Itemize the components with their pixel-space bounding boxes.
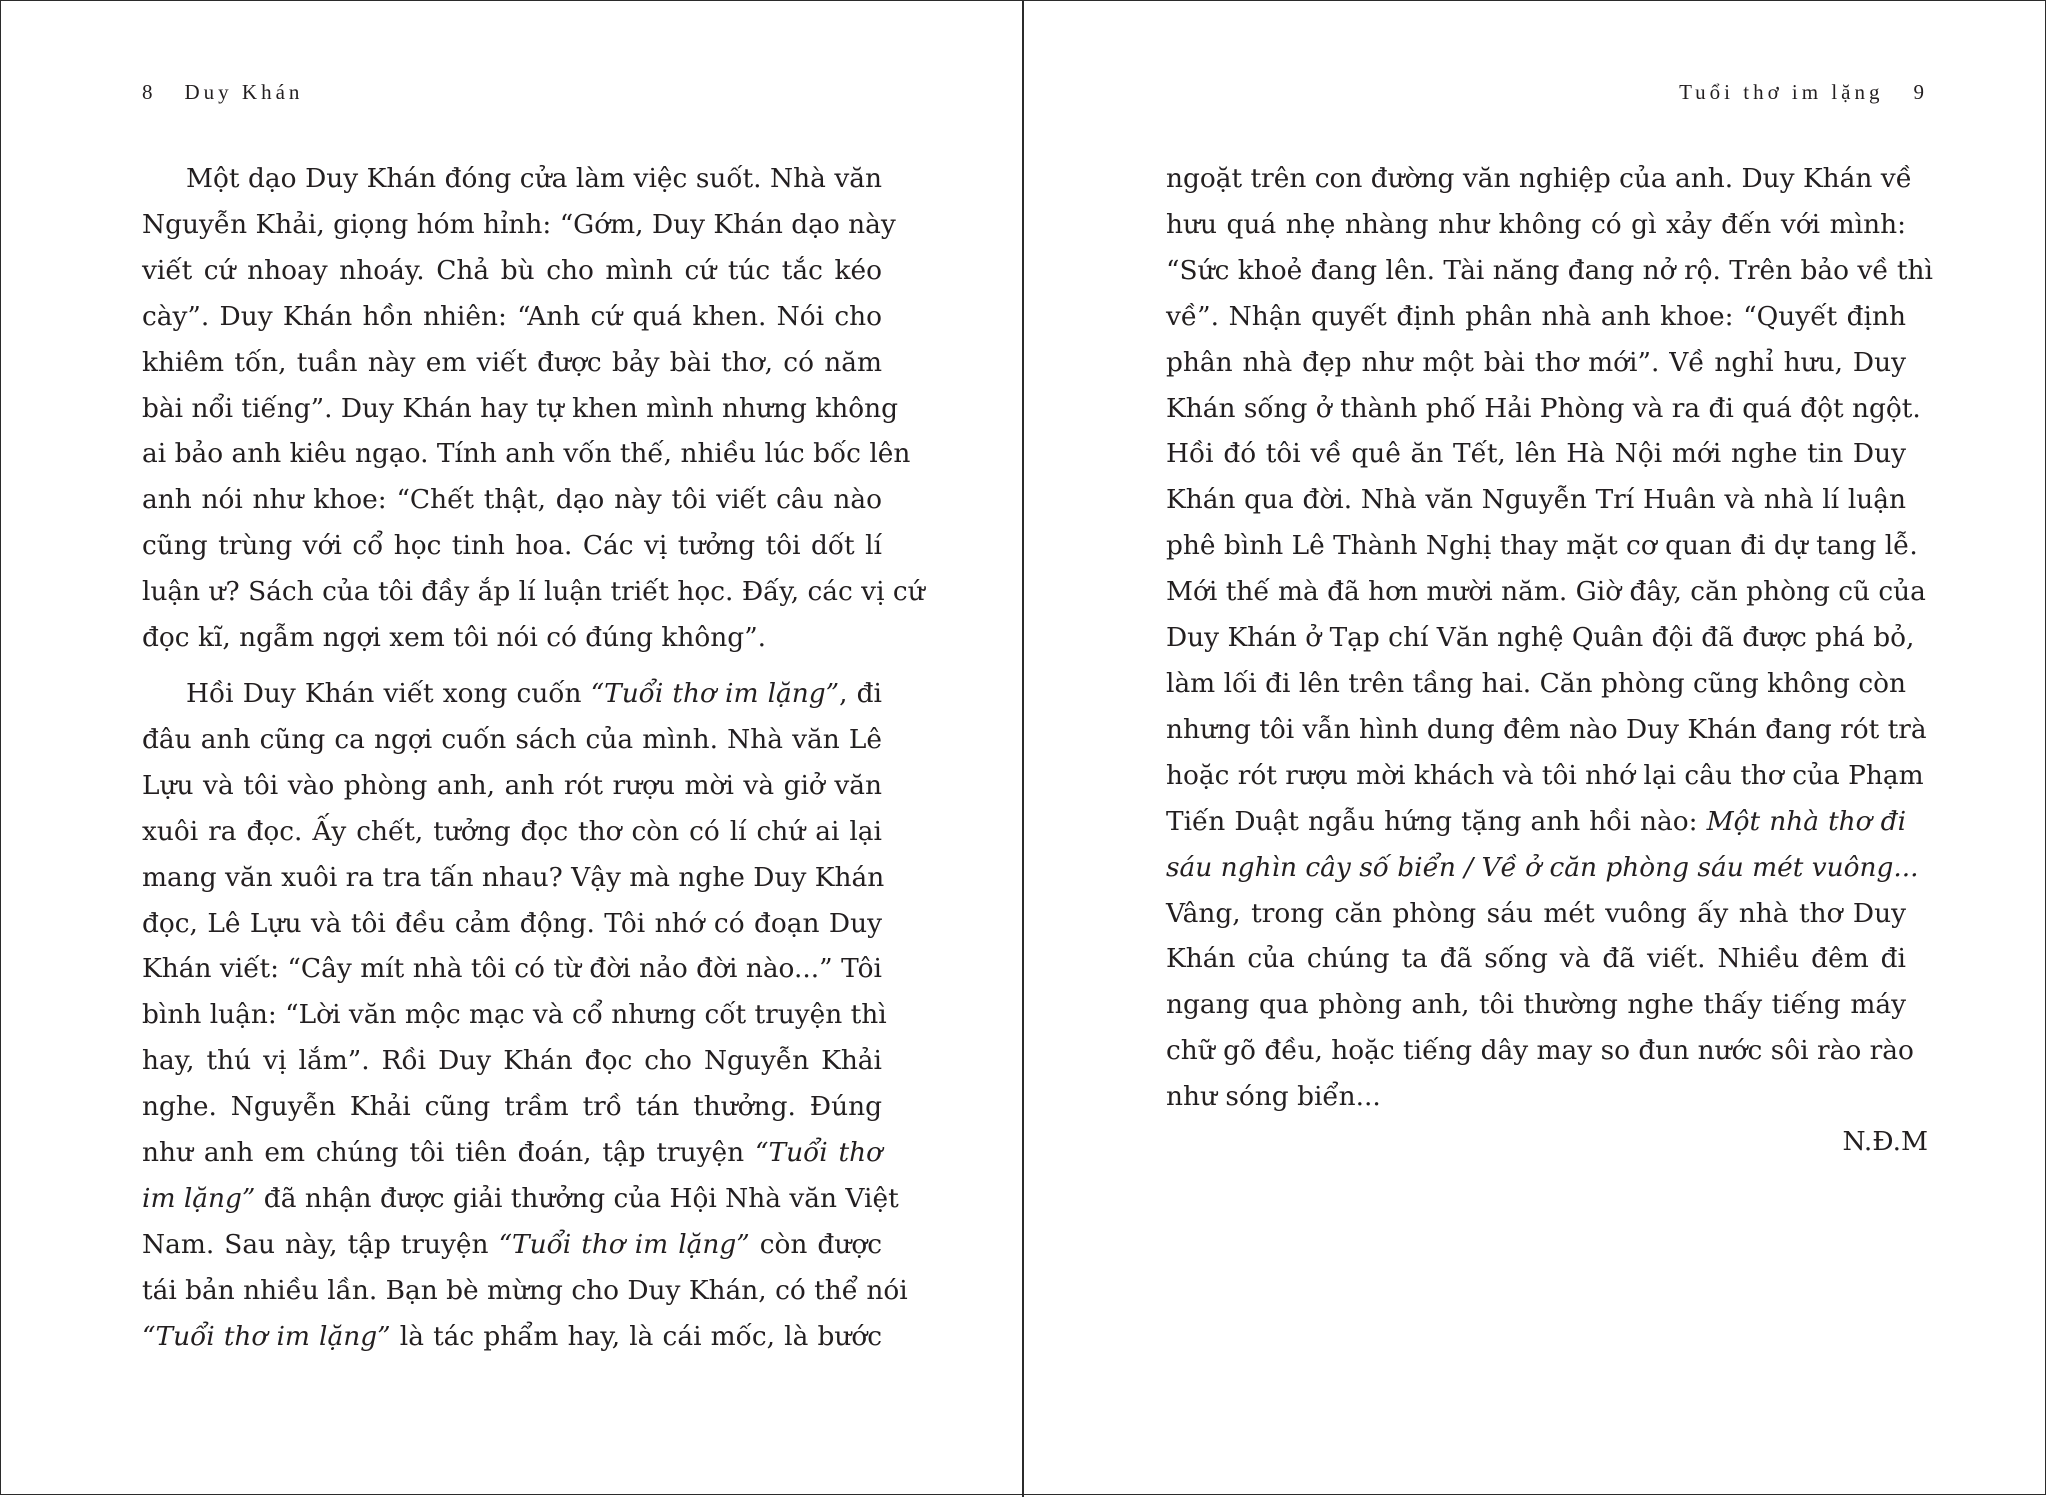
line-text: còn được — [749, 1228, 882, 1260]
paragraph-gap — [142, 661, 882, 671]
line-text: Hồi Duy Khán viết xong cuốn — [186, 677, 591, 709]
italic-title: “Tuổi thơ im lặng” — [142, 1320, 391, 1352]
line-text: như anh em chúng tôi tiên đoán, tập truyện — [142, 1137, 755, 1169]
line-text: đọc kĩ, ngẫm ngợi xem tôi nói có đúng không”. — [142, 622, 767, 654]
line-text: chữ gõ đều, hoặc tiếng dây may so đun nước sôi rào rào — [1166, 1035, 1914, 1067]
text-line — [1166, 661, 1906, 707]
italic-title: “Tuổi thơ im lặng” — [498, 1228, 750, 1260]
line-text: hưu quá nhẹ nhàng như không có gì xảy đến với mình: — [1166, 208, 1906, 240]
text-line — [142, 1176, 899, 1222]
line-text: Vâng, trong căn phòng sáu mét vuông ấy nhà thơ Duy — [1166, 897, 1906, 929]
page-number: 8 — [142, 80, 157, 104]
line-text: đọc, Lê Lựu và tôi đều cảm động. Tôi nhớ có đoạn Duy — [142, 907, 882, 939]
line-text: Duy Khán ở Tạp chí Văn nghệ Quân đội đã được phá bỏ, — [1166, 622, 1915, 654]
left-page — [0, 0, 1022, 1497]
text-line — [142, 946, 882, 992]
line-text: Khán viết: “Cây mít nhà tôi có từ đời nảo đời nào...” Tôi — [142, 953, 882, 985]
text-line — [142, 340, 882, 386]
line-text: Lựu và tôi vào phòng anh, anh rót rượu mời và giở văn — [142, 769, 882, 801]
body-text-left — [142, 156, 925, 1360]
italic-title: “Tuổi thơ im lặng” — [590, 677, 840, 709]
line-text: làm lối đi lên trên tầng hai. Căn phòng cũng không còn — [1166, 667, 1906, 699]
text-line — [142, 615, 882, 661]
italic-title: sáu nghìn cây số biển / Về ở căn phòng sáu mét vuông... — [1166, 851, 1919, 883]
line-text: phân nhà đẹp như một bài thơ mới”. Về nghỉ hưu, Duy — [1166, 346, 1906, 378]
text-line — [142, 202, 896, 248]
text-line — [142, 523, 882, 569]
text-line — [1166, 891, 1906, 937]
right-page — [1024, 0, 2046, 1497]
page-number: 9 — [1913, 80, 1928, 104]
body-text-right — [1166, 156, 1933, 1120]
text-line — [1166, 156, 1912, 202]
line-text: bài nổi tiếng”. Duy Khán hay tự khen mình nhưng không — [142, 392, 899, 424]
text-line — [1166, 386, 1921, 432]
text-line — [1166, 294, 1906, 340]
text-line — [1166, 799, 1906, 845]
line-text: nhưng tôi vẫn hình dung đêm nào Duy Khán đang rót trà — [1166, 713, 1927, 745]
text-line — [142, 477, 882, 523]
line-text: như sóng biển... — [1166, 1081, 1381, 1113]
author-signature: N.Đ.M — [1842, 1126, 1928, 1157]
running-head-title: Tuổi thơ im lặng — [1679, 80, 1884, 104]
line-text: nghe. Nguyễn Khải cũng trầm trồ tán thưởng. Đúng — [142, 1091, 882, 1123]
text-line — [1166, 477, 1906, 523]
text-line — [142, 1268, 908, 1314]
line-text: ai bảo anh kiêu ngạo. Tính anh vốn thế, nhiều lúc bốc lên — [142, 438, 911, 470]
text-line — [142, 763, 882, 809]
line-text: anh nói như khoe: “Chết thật, dạo này tôi viết câu nào — [142, 484, 882, 516]
line-text: hay, thú vị lắm”. Rồi Duy Khán đọc cho Nguyễn Khải — [142, 1045, 882, 1077]
line-text: ngang qua phòng anh, tôi thường nghe thấy tiếng máy — [1166, 989, 1906, 1021]
text-line — [1166, 845, 1919, 891]
line-text: là tác phẩm hay, là cái mốc, là bước — [390, 1320, 883, 1352]
italic-title: Một nhà thơ đi — [1706, 805, 1907, 837]
text-line — [142, 809, 882, 855]
text-line — [142, 1222, 882, 1268]
text-line — [1166, 707, 1927, 753]
running-head-title: Duy Khán — [184, 80, 304, 104]
text-line — [1166, 523, 1918, 569]
line-text: về”. Nhận quyết định phân nhà anh khoe: “Quyết định — [1166, 300, 1906, 332]
line-text: , đi — [839, 677, 882, 709]
text-line — [142, 1130, 882, 1176]
line-text: Khán sống ở thành phố Hải Phòng và ra đi quá đột ngột. — [1166, 392, 1921, 424]
text-line — [142, 1038, 882, 1084]
line-text: Hồi đó tôi về quê ăn Tết, lên Hà Nội mới nghe tin Duy — [1166, 438, 1906, 470]
running-head-right — [1679, 80, 1928, 105]
line-text: Nam. Sau này, tập truyện — [142, 1228, 499, 1260]
line-text: bình luận: “Lời văn mộc mạc và cổ nhưng cốt truyện thì — [142, 999, 887, 1031]
italic-title: “Tuổi thơ — [755, 1137, 883, 1169]
text-line — [142, 1314, 882, 1360]
line-text: khiêm tốn, tuần này em viết được bảy bài thơ, có năm — [142, 346, 882, 378]
italic-title: im lặng” — [142, 1182, 256, 1214]
text-line — [1166, 569, 1926, 615]
line-text: cày”. Duy Khán hồn nhiên: “Anh cứ quá khen. Nói cho — [142, 300, 882, 332]
text-line — [1166, 248, 1933, 294]
line-text: hoặc rót rượu mời khách và tôi nhớ lại câu thơ của Phạm — [1166, 759, 1924, 791]
text-line — [1166, 431, 1906, 477]
text-line — [1166, 753, 1924, 799]
line-text: cũng trùng với cổ học tinh hoa. Các vị tưởng tôi dốt lí — [142, 530, 882, 562]
line-text: Một dạo Duy Khán đóng cửa làm việc suốt. Nhà văn — [186, 163, 882, 194]
line-text: viết cứ nhoay nhoáy. Chả bù cho mình cứ túc tắc kéo — [142, 254, 882, 286]
line-text: Tiến Duật ngẫu hứng tặng anh hồi nào: — [1166, 805, 1707, 837]
text-line — [142, 156, 882, 202]
line-text: luận ư? Sách của tôi đầy ắp lí luận triết học. Đấy, các vị cứ — [142, 576, 925, 608]
text-line — [1166, 615, 1915, 661]
line-text: ngoặt trên con đường văn nghiệp của anh. Duy Khán về — [1166, 163, 1912, 194]
text-line — [142, 1084, 882, 1130]
text-line — [1166, 982, 1906, 1028]
text-line — [142, 294, 882, 340]
line-text: xuôi ra đọc. Ấy chết, tưởng đọc thơ còn có lí chứ ai lại — [142, 815, 882, 847]
line-text: Khán của chúng ta đã sống và đã viết. Nhiều đêm đi — [1166, 943, 1906, 975]
line-text: mang văn xuôi ra tra tấn nhau? Vậy mà nghe Duy Khán — [142, 861, 885, 893]
text-line — [1166, 936, 1906, 982]
line-text: đã nhận được giải thưởng của Hội Nhà văn Việt — [255, 1182, 899, 1214]
text-line — [1166, 1074, 1906, 1120]
text-line — [142, 855, 885, 901]
text-line — [142, 431, 911, 477]
running-head-left — [142, 80, 303, 105]
text-line — [142, 717, 882, 763]
text-line — [142, 992, 887, 1038]
text-line — [142, 569, 925, 615]
text-line — [142, 671, 882, 717]
line-text: phê bình Lê Thành Nghị thay mặt cơ quan đi dự tang lễ. — [1166, 530, 1918, 562]
line-text: “Sức khoẻ đang lên. Tài năng đang nở rộ. Trên bảo về thì — [1166, 254, 1933, 286]
text-line — [1166, 202, 1906, 248]
text-line — [142, 248, 882, 294]
line-text: tái bản nhiều lần. Bạn bè mừng cho Duy Khán, có thể nói — [142, 1274, 908, 1306]
line-text: Nguyễn Khải, giọng hóm hỉnh: “Gớm, Duy Khán dạo này — [142, 208, 896, 240]
line-text: đâu anh cũng ca ngợi cuốn sách của mình. Nhà văn Lê — [142, 723, 882, 755]
text-line — [1166, 1028, 1914, 1074]
text-line — [1166, 340, 1906, 386]
line-text: Mới thế mà đã hơn mười năm. Giờ đây, căn phòng cũ của — [1166, 576, 1926, 608]
line-text: Khán qua đời. Nhà văn Nguyễn Trí Huân và nhà lí luận — [1166, 484, 1906, 516]
text-line — [142, 386, 899, 432]
text-line — [142, 901, 882, 947]
